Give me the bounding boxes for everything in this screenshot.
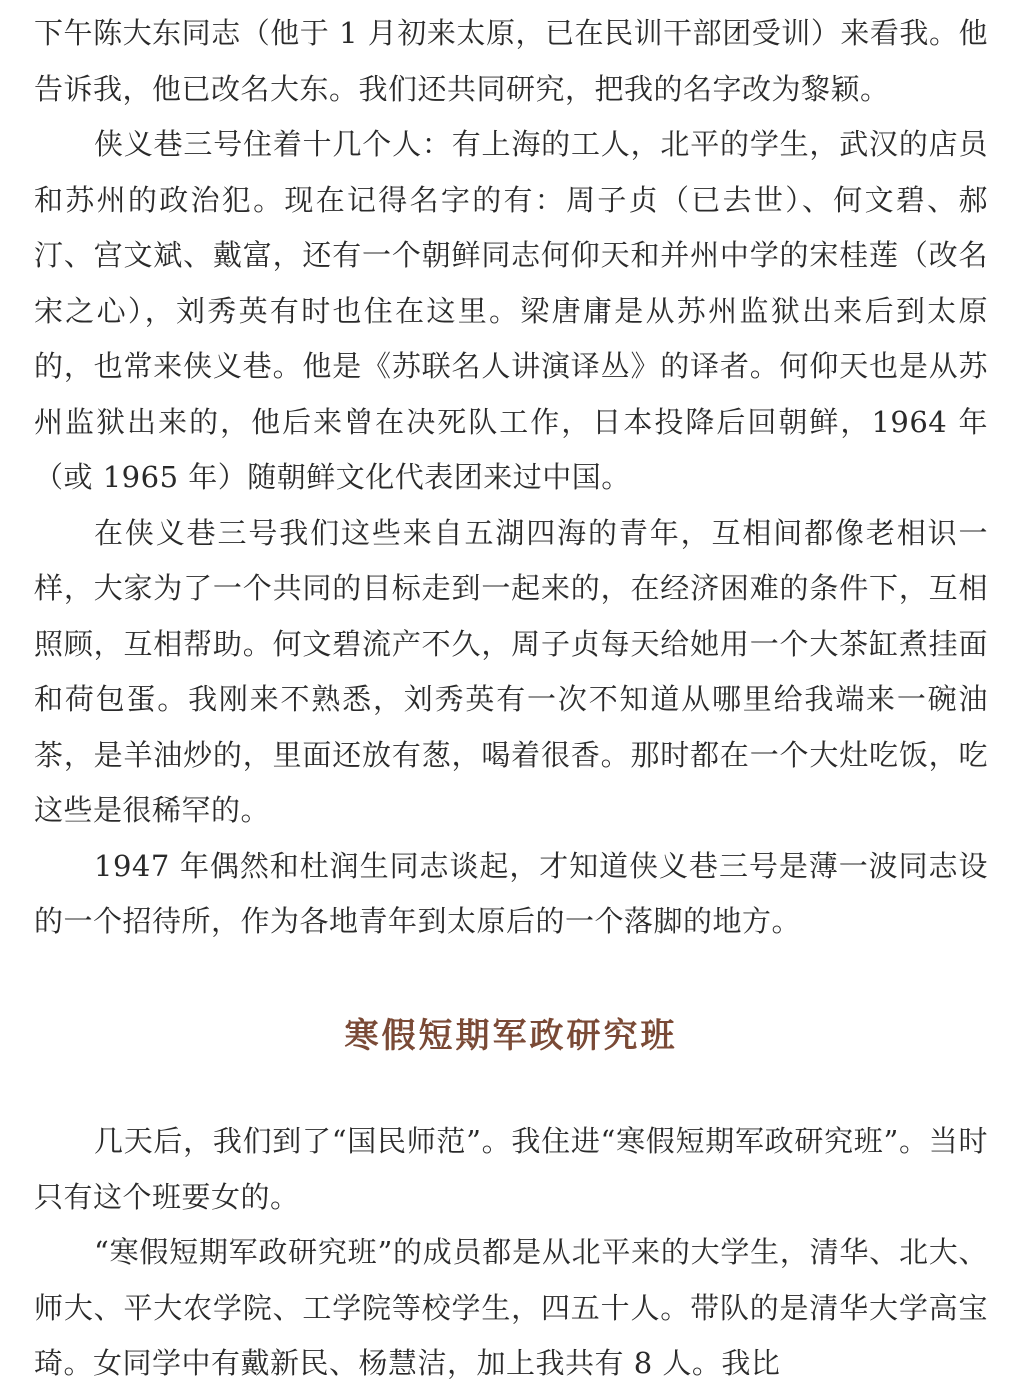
section-heading: 寒假短期军政研究班 bbox=[344, 1016, 678, 1056]
paragraph-guesthouse-origin: 1947 年偶然和杜润生同志谈起，才知道侠义巷三号是薄一波同志设的一个招待所，作为各地青年到太原后的一个落脚的地方。 bbox=[34, 848, 988, 938]
paragraph-visit-chen-dadong: 下午陈大东同志（他于 1 月初来太原，已在民训干部团受训）来看我。他告诉我，他已改名大东。我们还共同研究，把我的名字改为黎颖。 bbox=[34, 16, 988, 106]
paragraph-class-members: “寒假短期军政研究班”的成员都是从北平来的大学生，清华、北大、师大、平大农学院、工学院等校学生，四五十人。带队的是清华大学高宝琦。女同学中有戴新民、杨慧洁，加上我共有 8 人。我比 bbox=[34, 1235, 988, 1380]
section-heading-wrap bbox=[34, 1008, 988, 1064]
text-block-lower bbox=[34, 1114, 988, 1392]
paragraph-mutual-help: 在侠义巷三号我们这些来自五湖四海的青年，互相间都像老相识一样，大家为了一个共同的目标走到一起来的，在经济困难的条件下，互相照顾，互相帮助。何文碧流产不久，周子贞每天给她用一个大茶缸煮挂面和荷包蛋。我刚来不熟悉，刘秀英有一次不知道从哪里给我端来一碗油茶，是羊油炒的，里面还放有葱，喝着很香。那时都在一个大灶吃饭，吃这些是很稀罕的。 bbox=[34, 515, 988, 827]
text-block-upper bbox=[34, 6, 988, 950]
paragraph-xiayi-lane-residents: 侠义巷三号住着十几个人：有上海的工人，北平的学生，武汉的店员和苏州的政治犯。现在记得名字的有：周子贞（已去世）、何文碧、郝汀、宫文斌、戴富，还有一个朝鲜同志何仰天和并州中学的宋桂莲（改名宋之心），刘秀英有时也住在这里。梁唐庸是从苏州监狱出来后到太原的，也常来侠义巷。他是《苏联名人讲演译丛》的译者。何仰天也是从苏州监狱出来的，他后来曾在决死队工作，日本投降后回朝鲜，1964 年（或 1965 年）随朝鲜文化代表团来过中国。 bbox=[34, 127, 988, 494]
paragraph-national-normal-school: 几天后，我们到了“国民师范”。我住进“寒假短期军政研究班”。当时只有这个班要女的。 bbox=[34, 1124, 988, 1214]
